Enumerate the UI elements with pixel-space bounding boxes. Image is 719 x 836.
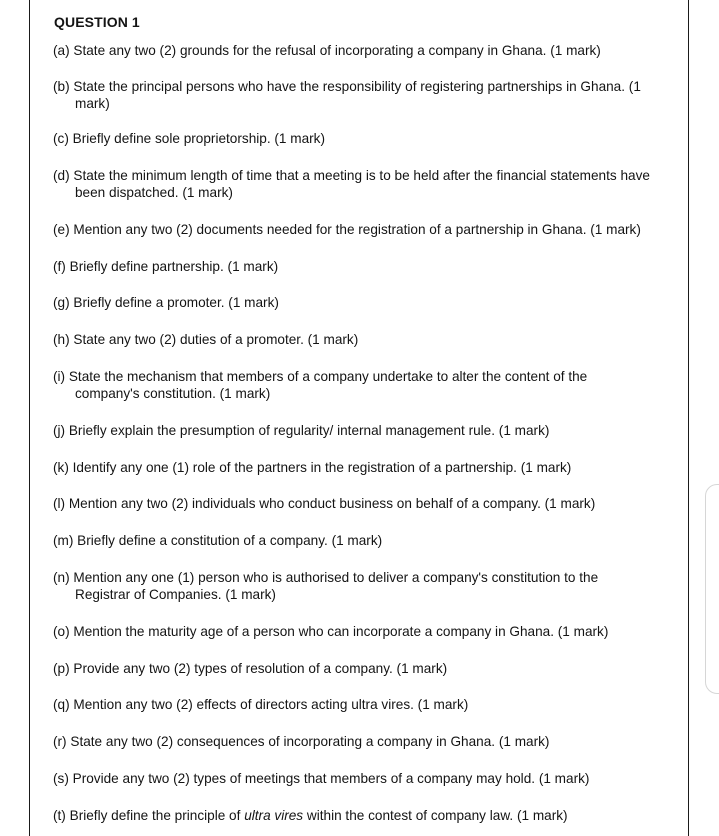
question-r bbox=[53, 733, 687, 750]
question-k bbox=[53, 459, 687, 476]
question-c bbox=[53, 130, 687, 147]
question-g-text: Briefly define a promoter. (1 mark) bbox=[73, 295, 279, 310]
question-m bbox=[53, 532, 687, 549]
side-panel-handle[interactable] bbox=[705, 484, 719, 694]
question-e-text: Mention any two (2) documents needed for the registration of a partnership in Ghana. (1 mark) bbox=[73, 222, 641, 237]
question-d-text: State the minimum length of time that a meeting is to be held after the financial statements have bbox=[73, 168, 650, 183]
question-q-label: (q) bbox=[53, 697, 70, 712]
question-a-text: State any two (2) grounds for the refusal of incorporating a company in Ghana. (1 mark) bbox=[73, 43, 601, 58]
question-k-label: (k) bbox=[53, 460, 69, 475]
question-e bbox=[53, 221, 687, 238]
question-h-text: State any two (2) duties of a promoter. (1 mark) bbox=[73, 332, 359, 347]
question-i bbox=[53, 368, 687, 402]
question-m-label: (m) bbox=[53, 533, 74, 548]
question-p bbox=[53, 660, 687, 677]
question-d-label: (d) bbox=[53, 168, 70, 183]
question-k-text: Identify any one (1) role of the partners in the registration of a partnership. (1 mark) bbox=[72, 460, 572, 475]
question-f-text: Briefly define partnership. (1 mark) bbox=[69, 259, 279, 274]
question-t-label: (t) bbox=[53, 808, 66, 823]
question-p-label: (p) bbox=[53, 661, 70, 676]
question-t-italic-term: ultra vires bbox=[244, 808, 304, 823]
question-q-text: Mention any two (2) effects of directors acting ultra vires. (1 mark) bbox=[73, 697, 469, 712]
question-p-text: Provide any two (2) types of resolution of a company. (1 mark) bbox=[73, 661, 448, 676]
question-f bbox=[53, 258, 687, 275]
question-d bbox=[53, 167, 687, 201]
question-h bbox=[53, 331, 687, 348]
question-s-label: (s) bbox=[53, 771, 69, 786]
question-h-label: (h) bbox=[53, 332, 70, 347]
question-j bbox=[53, 422, 687, 439]
question-n bbox=[53, 569, 687, 603]
question-r-label: (r) bbox=[53, 734, 67, 749]
question-b bbox=[53, 78, 687, 112]
question-j-label: (j) bbox=[53, 423, 66, 438]
question-b-text: State the principal persons who have the responsibility of registering partnerships in Ghana. (1 bbox=[73, 79, 641, 94]
question-d-continuation: been dispatched. (1 mark) bbox=[75, 185, 233, 200]
question-o-label: (o) bbox=[53, 624, 70, 639]
question-l-text: Mention any two (2) individuals who conduct business on behalf of a company. (1 mark) bbox=[68, 496, 596, 511]
question-page bbox=[29, 0, 689, 836]
question-j-text: Briefly explain the presumption of regularity/ internal management rule. (1 mark) bbox=[68, 423, 550, 438]
question-l bbox=[53, 495, 687, 512]
question-s-text: Provide any two (2) types of meetings that members of a company may hold. (1 mark) bbox=[72, 771, 590, 786]
question-t-text-after: within the contest of company law. (1 mark) bbox=[306, 808, 568, 823]
question-i-continuation: company's constitution. (1 mark) bbox=[75, 386, 271, 401]
question-n-text: Mention any one (1) person who is authorised to deliver a company's constitution to the bbox=[73, 570, 599, 585]
question-q bbox=[53, 696, 687, 713]
question-n-continuation: Registrar of Companies. (1 mark) bbox=[75, 587, 276, 602]
question-o bbox=[53, 623, 687, 640]
question-g bbox=[53, 294, 687, 311]
question-l-label: (l) bbox=[53, 496, 66, 511]
question-c-label: (c) bbox=[53, 131, 69, 146]
question-r-text: State any two (2) consequences of incorporating a company in Ghana. (1 mark) bbox=[70, 734, 550, 749]
question-i-label: (i) bbox=[53, 369, 66, 384]
question-a bbox=[53, 42, 687, 59]
question-t-text-before: Briefly define the principle of bbox=[69, 808, 241, 823]
question-n-label: (n) bbox=[53, 570, 70, 585]
question-o-text: Mention the maturity age of a person who can incorporate a company in Ghana. (1 mark) bbox=[73, 624, 609, 639]
question-s bbox=[53, 770, 687, 787]
question-f-label: (f) bbox=[53, 259, 66, 274]
question-m-text: Briefly define a constitution of a company. (1 mark) bbox=[77, 533, 383, 548]
question-a-label: (a) bbox=[53, 43, 70, 58]
question-t bbox=[53, 807, 687, 824]
question-i-text: State the mechanism that members of a company undertake to alter the content of the bbox=[68, 369, 588, 384]
question-title: QUESTION 1 bbox=[54, 14, 140, 30]
question-b-continuation: mark) bbox=[75, 96, 110, 111]
question-b-label: (b) bbox=[53, 79, 70, 94]
question-g-label: (g) bbox=[53, 295, 70, 310]
question-c-text: Briefly define sole proprietorship. (1 mark) bbox=[72, 131, 325, 146]
question-e-label: (e) bbox=[53, 222, 70, 237]
